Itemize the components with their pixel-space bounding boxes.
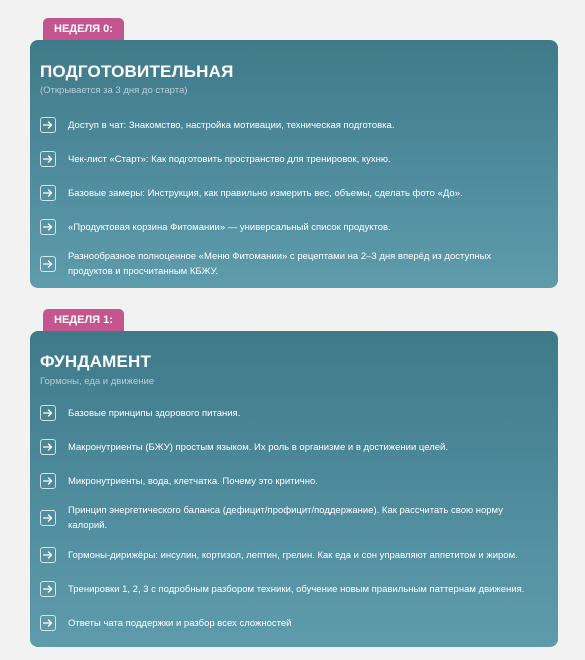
list-item — [40, 244, 548, 284]
arrow-right-icon — [40, 547, 56, 563]
week-0-tab: НЕДЕЛЯ 0: — [43, 18, 124, 40]
list-item-text: Принцип энергетического баланса (дефицит/профицит/поддержание). Как рассчитать свою норму калорий. — [68, 505, 503, 531]
list-item-text: Тренировки 1, 2, 3 с подробным разбором техники, обучение новым правильным паттернам движения. — [68, 583, 525, 595]
arrow-right-icon — [40, 615, 56, 631]
arrow-right-icon — [40, 185, 56, 201]
list-item — [40, 210, 548, 244]
week-1-title: ФУНДАМЕНТ — [40, 352, 152, 371]
list-item-text: Макронутриенты (БЖУ) простым языком. Их роль в организме и в достижении целей. — [68, 441, 448, 453]
list-item — [40, 572, 548, 606]
arrow-right-icon — [40, 151, 56, 167]
arrow-right-icon — [40, 473, 56, 489]
arrow-right-icon — [40, 439, 56, 455]
week-1-subtitle: Гормоны, еда и движение — [40, 376, 155, 387]
week-1-card — [30, 331, 558, 647]
week-0-card — [30, 40, 558, 288]
week-0-subtitle: (Открывается за 3 дня до старта) — [40, 85, 188, 96]
list-item — [40, 142, 548, 176]
arrow-right-icon — [40, 405, 56, 421]
list-item — [40, 498, 548, 538]
list-item-text: Чек-лист «Старт»: Как подготовить пространство для тренировок, кухню. — [68, 153, 391, 165]
list-item-text: «Продуктовая корзина Фитомании» — универсальный список продуктов. — [68, 221, 391, 233]
arrow-right-icon — [40, 581, 56, 597]
list-item — [40, 396, 548, 430]
arrow-right-icon — [40, 219, 56, 235]
week-0-feature-list — [40, 108, 548, 284]
week-0-title: ПОДГОТОВИТЕЛЬНАЯ — [40, 62, 234, 81]
list-item-text: Базовые принципы здорового питания. — [68, 407, 241, 419]
list-item — [40, 464, 548, 498]
list-item-text: Базовые замеры: Инструкция, как правильно измерить вес, объемы, сделать фото «До». — [68, 187, 463, 199]
list-item-text: Разнообразное полноценное «Меню Фитомании» с рецептами на 2–3 дня вперёд из доступных продуктов и просчитанным КБЖУ. — [68, 251, 492, 277]
list-item-text: Микронутриенты, вода, клетчатка. Почему это критично. — [68, 475, 318, 487]
list-item — [40, 606, 548, 640]
list-item — [40, 430, 548, 464]
week-1-tab: НЕДЕЛЯ 1: — [43, 309, 124, 331]
week-1-feature-list — [40, 396, 548, 640]
arrow-right-icon — [40, 256, 56, 272]
arrow-right-icon — [40, 117, 56, 133]
list-item — [40, 176, 548, 210]
list-item-text: Доступ в чат: Знакомство, настройка мотивации, техническая подготовка. — [68, 119, 395, 131]
list-item — [40, 108, 548, 142]
list-item — [40, 538, 548, 572]
list-item-text: Ответы чата поддержки и разбор всех сложностей — [68, 617, 292, 629]
arrow-right-icon — [40, 510, 56, 526]
list-item-text: Гормоны-дирижёры: инсулин, кортизол, лептин, грелин. Как еда и сон управляют аппетитом и жиром. — [68, 549, 518, 561]
